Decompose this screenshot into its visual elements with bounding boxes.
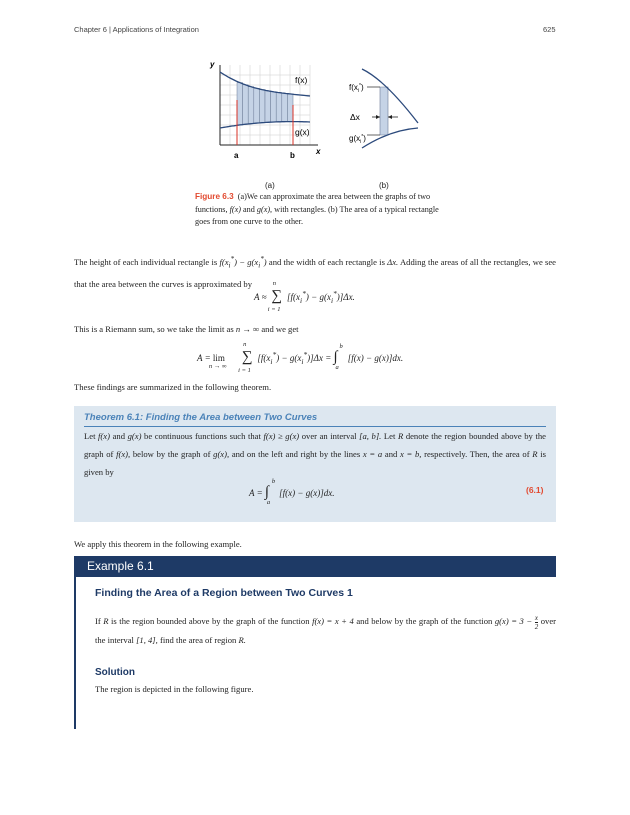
panel-b-graph [349, 69, 418, 148]
figure-caption [195, 191, 445, 229]
paragraph-riemann: This is a Riemann sum, so we take the limit as n → ∞ and we get [74, 324, 299, 334]
approx-rectangle [237, 83, 243, 125]
dx-label: Δx [350, 112, 360, 122]
approx-rectangle [287, 94, 293, 122]
example-subtitle: Finding the Area of a Region between Two Curves 1 [95, 587, 353, 599]
approx-rectangle [259, 90, 265, 123]
paragraph-rectangle-height [74, 250, 556, 293]
equation-number: (6.1) [526, 485, 544, 495]
tick-a-label: a [234, 151, 239, 160]
approx-rectangle [265, 91, 271, 123]
approx-rectangle [276, 93, 282, 122]
panel-b-label: (b) [379, 181, 389, 190]
solution-title: Solution [95, 667, 135, 678]
caption-and: and [243, 204, 255, 214]
page-number: 625 [543, 25, 556, 34]
theorem-box [74, 406, 556, 522]
text: and the width of each rectangle is [268, 256, 385, 267]
g-curve-label: g(x) [295, 127, 310, 137]
theorem-body: Let f(x) and g(x) be continuous functions such that f(x) ≥ g(x) over an interval [a, b]. Let R denote the region bounded above by the graph of f(x), below by the graph of g(x), and on the left and right by the lines x = a and x = b, respectively. Then, the area of R is given by [84, 431, 546, 477]
approx-rectangle [254, 88, 260, 123]
caption-title: Figure 6.3 [195, 192, 234, 201]
solution-text: The region is depicted in the following figure. [95, 684, 254, 694]
panel-a-label: (a) [265, 181, 275, 190]
theorem-title: Theorem 6.1: Finding the Area between Two Curves [84, 412, 318, 423]
approx-rectangle [271, 92, 277, 122]
f-xi-label: $f(x_i^*)$ [349, 83, 364, 94]
approximating-rectangles [237, 83, 293, 125]
example-title: Example 6.1 [87, 559, 154, 573]
text: The height of each individual rectangle is [74, 256, 218, 267]
text: Adding the areas of all the rectangles, we see that the area between the curves is approximated by [74, 256, 556, 289]
caption-math-f: f(x) [229, 204, 241, 214]
example-header-bar [74, 556, 556, 577]
example-side-rule [74, 577, 76, 729]
paragraph-apply: We apply this theorem in the following example. [74, 539, 242, 549]
caption-text-1: (a)We can approximate the area between the graphs of two functions, [195, 192, 431, 214]
approx-rectangle [248, 87, 254, 124]
example-problem: If R is the region bounded above by the graph of the function f(x) = x + 4 and below by the graph of the function g(x) = 3 − $\frac{x}{2}$ over the interval [1, 4], find the area of region R. [95, 613, 557, 645]
dx-arrowhead-right [388, 115, 392, 119]
equation-approximation: A ≈ n ∑ i = 1 $[f(x_i^*) - g(x_i^*)]\Delta x$. [254, 280, 355, 313]
theorem-equation: A = b ∫ a [f(x) − g(x)]dx. [249, 478, 335, 506]
paragraph-summary: These findings are summarized in the following theorem. [74, 382, 272, 392]
g-xi-label: $g(x_i^*)$ [349, 134, 366, 145]
caption-text-2: with rectangles. (b) The area of a typical rectangle goes from one curve to the other. [195, 204, 439, 226]
y-axis-label: y [210, 60, 215, 69]
figure-6-3 [200, 55, 450, 195]
approx-rectangle [282, 93, 288, 121]
single-rectangle [380, 87, 388, 135]
panel-a-graph [209, 60, 321, 160]
math-height: $f(x_i^*) - g(x_i^*)$ [219, 255, 267, 270]
fraction-x-over-2: $\frac{x}{2}$ [534, 613, 539, 631]
tick-b-label: b [290, 151, 295, 160]
f-curve-zoom [362, 69, 418, 123]
dx-arrowhead-left [376, 115, 380, 119]
f-curve-label: f(x) [295, 75, 308, 85]
equation-limit: A = lim n → ∞ n ∑ i = 1 $[f(x_i^*) - g(x_i^*)]\Delta x$ = b ∫ a [f(x) − g(x)]dx. [197, 341, 404, 374]
math-dx: Δx. [387, 256, 399, 267]
running-header-chapter: Chapter 6 | Applications of Integration [74, 25, 199, 34]
caption-math-g: g(x), [256, 204, 273, 214]
x-axis-label: x [316, 147, 321, 156]
approx-rectangle [243, 85, 249, 125]
g-curve-zoom [362, 128, 418, 148]
